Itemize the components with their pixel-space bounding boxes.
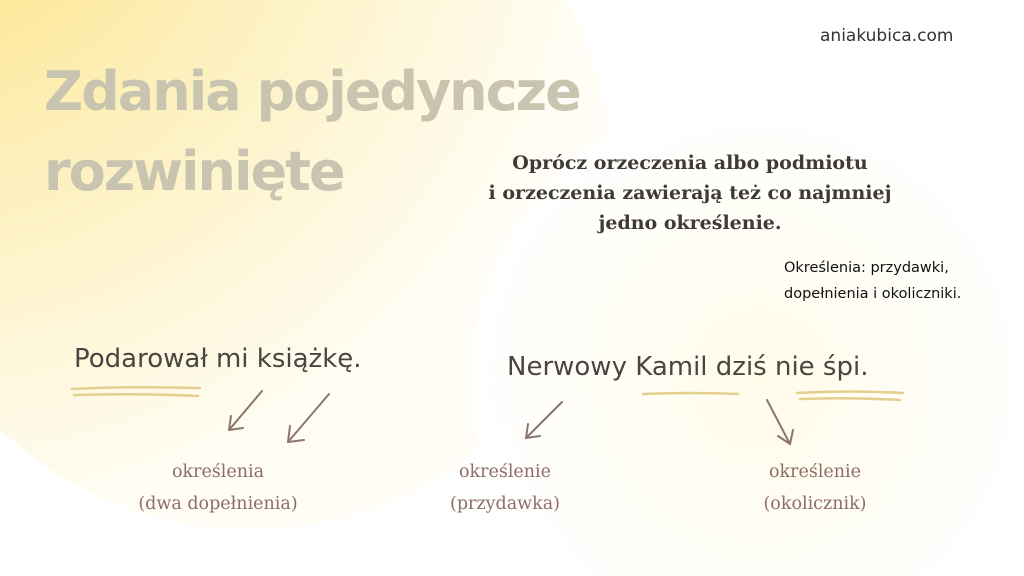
site-url: aniakubica.com [820,26,954,46]
example-sentence-1: Podarował mi książkę. [74,344,362,374]
note-line: dopełnienia i okoliczniki. [784,286,962,302]
label-line: (okolicznik) [763,494,867,514]
label-przydawka [430,456,580,520]
example-sentence-2: Nerwowy Kamil dziś nie śpi. [507,352,869,382]
underline-stroke [797,392,903,394]
title-line: Zdania pojedyncze [44,60,580,123]
underline-stroke [800,398,900,400]
title-line: rozwinięte [44,140,344,203]
label-line: (dwa dopełnienia) [138,494,298,514]
arrow-down-left-icon [288,394,329,442]
underline-stroke [643,393,738,394]
definition-line: i orzeczenia zawierają też co najmniej [488,182,892,204]
underline-stroke [72,387,200,389]
label-line: (przydawka) [450,494,560,514]
note-line: Określenia: przydawki, [784,260,949,276]
arrow-down-left-icon [526,402,562,438]
definition-line: Oprócz orzeczenia albo podmiotu [512,152,868,174]
label-line: określenie [458,462,552,482]
definition-line: jedno określenie. [598,212,782,234]
label-line: określenia [171,462,265,482]
label-line: określenie [768,462,862,482]
arrow-down-right-icon [767,400,793,444]
label-okolicznik [730,456,900,520]
label-dopelnienia [118,456,318,520]
arrow-down-left-icon [229,391,262,430]
underline-stroke [74,394,198,396]
